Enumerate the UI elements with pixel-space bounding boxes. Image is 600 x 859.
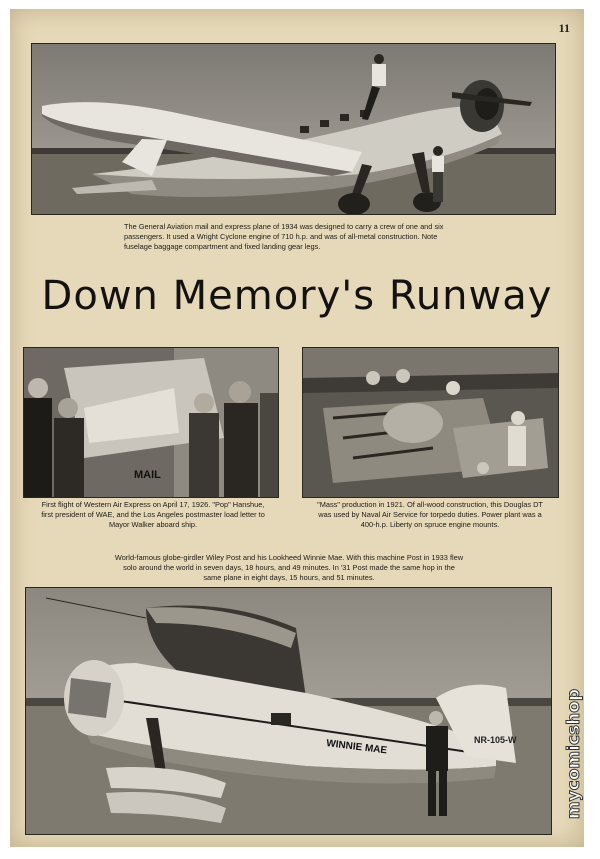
watermark-text: mycomicshop [564, 688, 584, 820]
caption-western-air-express: First flight of Western Air Express on April 17, 1926. "Pop" Hanshue, first president of WAE, and the Los Angeles postmaster load letter to Mayor Walker aboard ship. [41, 500, 265, 529]
magazine-page [10, 9, 584, 847]
plane-name-marking: WINNIE MAE [325, 738, 388, 757]
photo-winnie-mae [25, 587, 552, 835]
photo-douglas-dt-production [302, 347, 559, 498]
photo-general-aviation-plane [31, 43, 556, 215]
photo-western-air-express [23, 347, 279, 498]
caption-general-aviation-plane: The General Aviation mail and express plane of 1934 was designed to carry a crew of one and six passengers. It used a Wright Cyclone engine of 710 h.p. and was of all-metal construction. Note fuselage baggage compartment and fixed landing gear legs. [124, 222, 444, 251]
headline: Down Memory's Runway [41, 273, 553, 319]
page-number: 11 [558, 21, 570, 35]
caption-winnie-mae: World-famous globe-girdler Wiley Post and his Lookheed Winnie Mae. With this machine Post in 1933 flew solo around the world in seven days, 18 hours, and 49 minutes. In '31 Post made the same hop in the same plane in eight days, 15 hours, and 51 minutes. [114, 553, 464, 582]
mail-sign: MAIL [134, 469, 161, 481]
caption-douglas-dt-production: "Mass" production in 1921. Of all-wood construction, this Douglas DT was used by Naval Air Service for torpedo duties. Power plant was a 400-h.p. Liberty on spruce engine mounts. [317, 500, 543, 529]
watermark [564, 649, 584, 859]
registration-marking: NR-105-W [474, 735, 517, 745]
